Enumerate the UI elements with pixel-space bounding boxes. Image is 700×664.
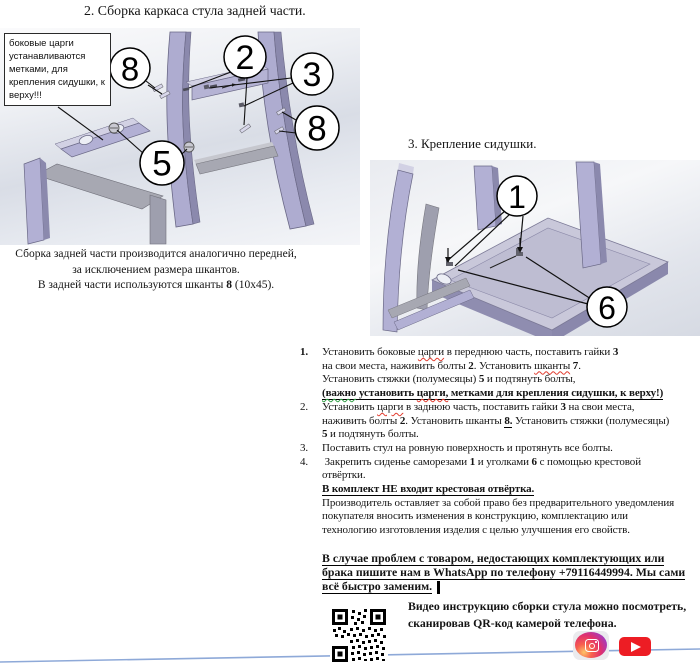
youtube-link[interactable] xyxy=(619,637,651,656)
text-segment: Установить боковые xyxy=(322,346,418,358)
youtube-icon xyxy=(631,642,641,652)
text-segment: 5 xyxy=(322,428,328,441)
item-text xyxy=(322,401,669,442)
text-segment: шканты xyxy=(534,359,571,372)
text-segment: В комплект НЕ входит крестовая отвёртка. xyxy=(322,483,535,496)
text-segment: . xyxy=(578,359,581,372)
text-segment: 1 xyxy=(469,455,476,468)
text-line xyxy=(322,401,669,415)
text-line xyxy=(0,247,312,263)
instruction-item-4 xyxy=(300,456,700,538)
item-text xyxy=(322,442,613,456)
text-line xyxy=(0,263,312,279)
text-segment: 2 xyxy=(468,359,474,372)
text-segment: метками для крепления сидушки, к верху!) xyxy=(448,387,664,400)
text-segment: Установить стяжки (полумесяцы) xyxy=(512,414,670,427)
seat-mount-drawing xyxy=(370,160,700,336)
item-text xyxy=(322,456,674,538)
balloon-number: 6 xyxy=(598,290,616,326)
text-line xyxy=(322,346,663,360)
text-segment: . Установить шканты xyxy=(405,414,505,427)
text-segment: Установить стяжки (полумесяцы) xyxy=(322,373,479,386)
text-line xyxy=(322,497,674,511)
chair-lower-rail xyxy=(194,142,278,174)
text-line xyxy=(322,566,685,580)
text-segment: 6 xyxy=(531,455,537,468)
text-line xyxy=(0,278,312,294)
step2-title: 2. Сборка каркаса стула задней части. xyxy=(84,3,306,18)
text-segment: 3. xyxy=(300,441,309,454)
text-line xyxy=(322,552,685,566)
back-posts-down xyxy=(383,163,474,332)
balloon-number: 8 xyxy=(307,109,327,149)
text-segment: 5 xyxy=(478,373,485,386)
text-segment: 3 xyxy=(560,400,566,413)
text-line xyxy=(322,510,674,524)
callout-note-box: боковые царги устанавливаются метками, для крепления сидушки, к верху!!! xyxy=(4,33,111,106)
text-segment: 4. xyxy=(300,455,309,468)
text-segment: в переднюю часть, поставить гайки xyxy=(444,346,613,358)
text-segment: В задней части используются шканты xyxy=(37,279,227,292)
text-segment: 1. xyxy=(300,346,309,358)
item-number xyxy=(300,401,322,442)
text-line xyxy=(322,442,613,456)
instruction-item-1 xyxy=(300,346,700,401)
qr-code[interactable] xyxy=(330,607,388,664)
seat-frame xyxy=(432,218,668,336)
text-line xyxy=(408,615,686,632)
step3-title: 3. Крепление сидушки. xyxy=(408,136,537,151)
text-segment: и подтянуть болты. xyxy=(327,428,419,441)
text-line xyxy=(322,580,685,594)
text-segment: В случае проблем с товаром, недостающих комплектующих или xyxy=(322,551,665,565)
text-line xyxy=(322,360,663,374)
text-segment: Поставить стул на ровную поверхность и протянуть все болты. xyxy=(322,441,613,454)
text-segment: 8 xyxy=(226,279,233,292)
text-segment: 2 xyxy=(399,414,406,427)
text-line xyxy=(322,415,669,429)
text-segment: 8. xyxy=(504,414,513,427)
text-line xyxy=(322,524,674,538)
text-line xyxy=(322,469,674,483)
item-number xyxy=(300,346,322,401)
balloon-number: 8 xyxy=(120,50,140,88)
text-line xyxy=(322,483,674,497)
text-segment: Сборка задней части производится аналогично передней, xyxy=(15,248,297,260)
text-segment: за исключением размера шкантов. xyxy=(72,263,240,276)
text-line xyxy=(322,428,669,442)
text-segment: брака пишите нам в WhatsApp по телефону +79116449994. Мы сами xyxy=(322,564,686,579)
text-segment: с помощью крестовой xyxy=(536,455,641,468)
text-segment: отвёртки. xyxy=(322,469,366,482)
balloon-number: 3 xyxy=(302,56,322,94)
text-segment: и подтянуть болты, xyxy=(484,373,576,386)
balloon-number: 2 xyxy=(235,39,255,77)
qr-caption xyxy=(408,598,686,632)
text-segment: наживить болты xyxy=(322,414,400,427)
balloon-number: 5 xyxy=(152,144,172,184)
text-segment: 3 xyxy=(612,346,619,358)
text-segment: царги xyxy=(417,346,445,358)
text-segment: всё быстро заменим. xyxy=(322,578,433,593)
text-segment: царги, xyxy=(416,387,449,400)
item-text xyxy=(322,346,663,401)
instruction-item-2 xyxy=(300,401,700,442)
text-segment: . Установить xyxy=(473,359,535,372)
instagram-icon xyxy=(575,632,607,658)
seat-mount-figure xyxy=(370,160,700,336)
text-line xyxy=(322,387,663,401)
instagram-link[interactable] xyxy=(573,631,609,660)
whatsapp-contact-note xyxy=(322,552,685,594)
text-segment: 7 xyxy=(572,359,579,372)
assembly-instructions-list xyxy=(300,346,700,538)
text-segment: Установить xyxy=(322,400,378,413)
back-figure-caption xyxy=(0,247,312,294)
text-segment: покупателя вносить изменения в конструкцию, комплектацию или xyxy=(322,510,628,523)
text-segment: на свои места, наживить болты xyxy=(322,359,469,372)
item-number xyxy=(300,442,322,456)
text-segment: (10x45). xyxy=(232,279,275,292)
text-segment: Видео инструкцию сборки стула можно посмотреть, xyxy=(408,599,687,613)
text-line xyxy=(322,456,674,470)
text-line xyxy=(322,373,663,387)
text-segment: царги xyxy=(377,400,404,413)
text-segment: Закрепить сиденье саморезами xyxy=(322,455,470,468)
text-segment: сканировав QR-код камерой телефона. xyxy=(408,615,617,630)
balloon-number: 1 xyxy=(508,179,526,215)
item-number xyxy=(300,456,322,538)
instruction-item-3 xyxy=(300,442,700,456)
text-segment: установить xyxy=(356,387,417,400)
text-segment: в заднюю часть, поставить гайки xyxy=(403,400,561,413)
text-segment: Производитель оставляет за собой право без предварительного уведомления xyxy=(322,496,675,509)
text-segment: 2. xyxy=(300,400,309,413)
text-segment: и уголками xyxy=(475,455,532,468)
text-segment: на свои места, xyxy=(565,400,635,413)
text-segment: (важно xyxy=(322,387,357,400)
text-cursor xyxy=(437,581,440,594)
back-frame-figure xyxy=(0,28,360,245)
text-line xyxy=(408,598,686,615)
text-segment: технологию изготовления изделия с целью улучшения его свойств. xyxy=(322,524,630,537)
